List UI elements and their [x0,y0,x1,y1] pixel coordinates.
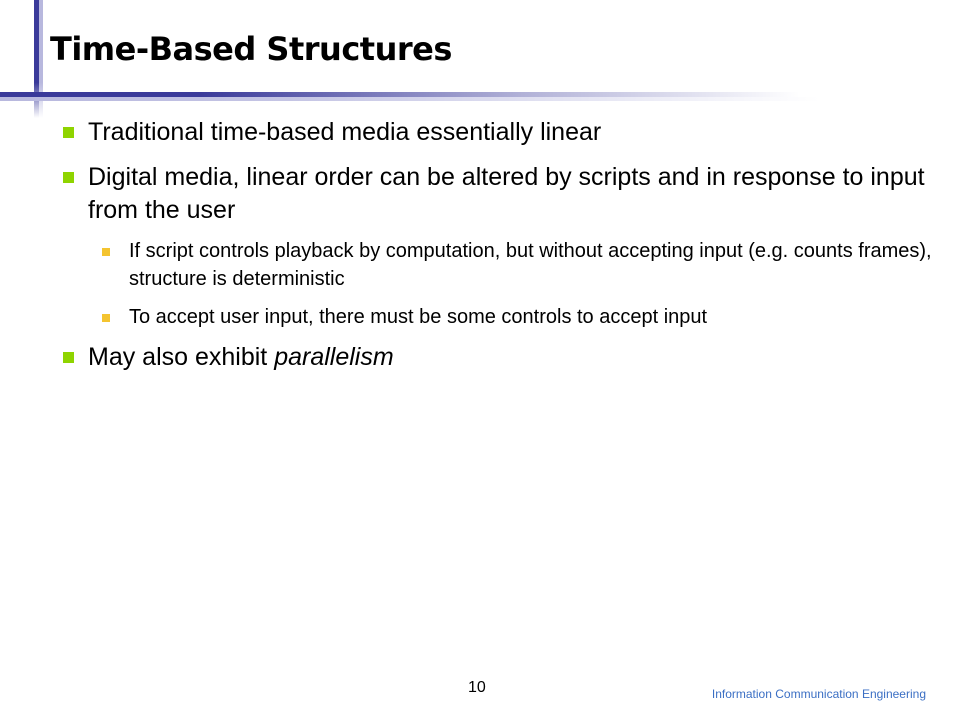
bullet-square-icon [63,172,74,183]
slide-title: Time-Based Structures [50,30,452,68]
bullet-text: May also exhibit [88,343,275,371]
bullet-square-icon [63,127,74,138]
bullet-square-icon [63,352,74,363]
sub-bullet-item [100,237,940,293]
bullet-item [60,161,940,227]
bullet-text: Digital media, linear order can be altered by scripts and in response to input from the user [88,163,925,224]
footer-text: Information Communication Engineering [711,687,926,701]
bullet-item [60,341,940,374]
bullet-item [60,116,940,149]
bullet-emphasis-text: parallelism [274,343,394,371]
sub-bullet-text: If script controls playback by computation, but without accepting input (e.g. counts frames), structure is deterministic [129,240,932,290]
sub-bullet-text: To accept user input, there must be some controls to accept input [129,306,708,328]
bullet-text: Traditional time-based media essentially linear [88,118,602,146]
sub-bullet-square-icon [102,314,110,322]
page-number: 10 [468,679,486,696]
sub-bullet-list [100,237,940,331]
slide-content [60,116,940,386]
sub-bullet-item [100,303,940,331]
decor-horizontal-bar-light [0,97,820,101]
sub-bullet-square-icon [102,248,110,256]
